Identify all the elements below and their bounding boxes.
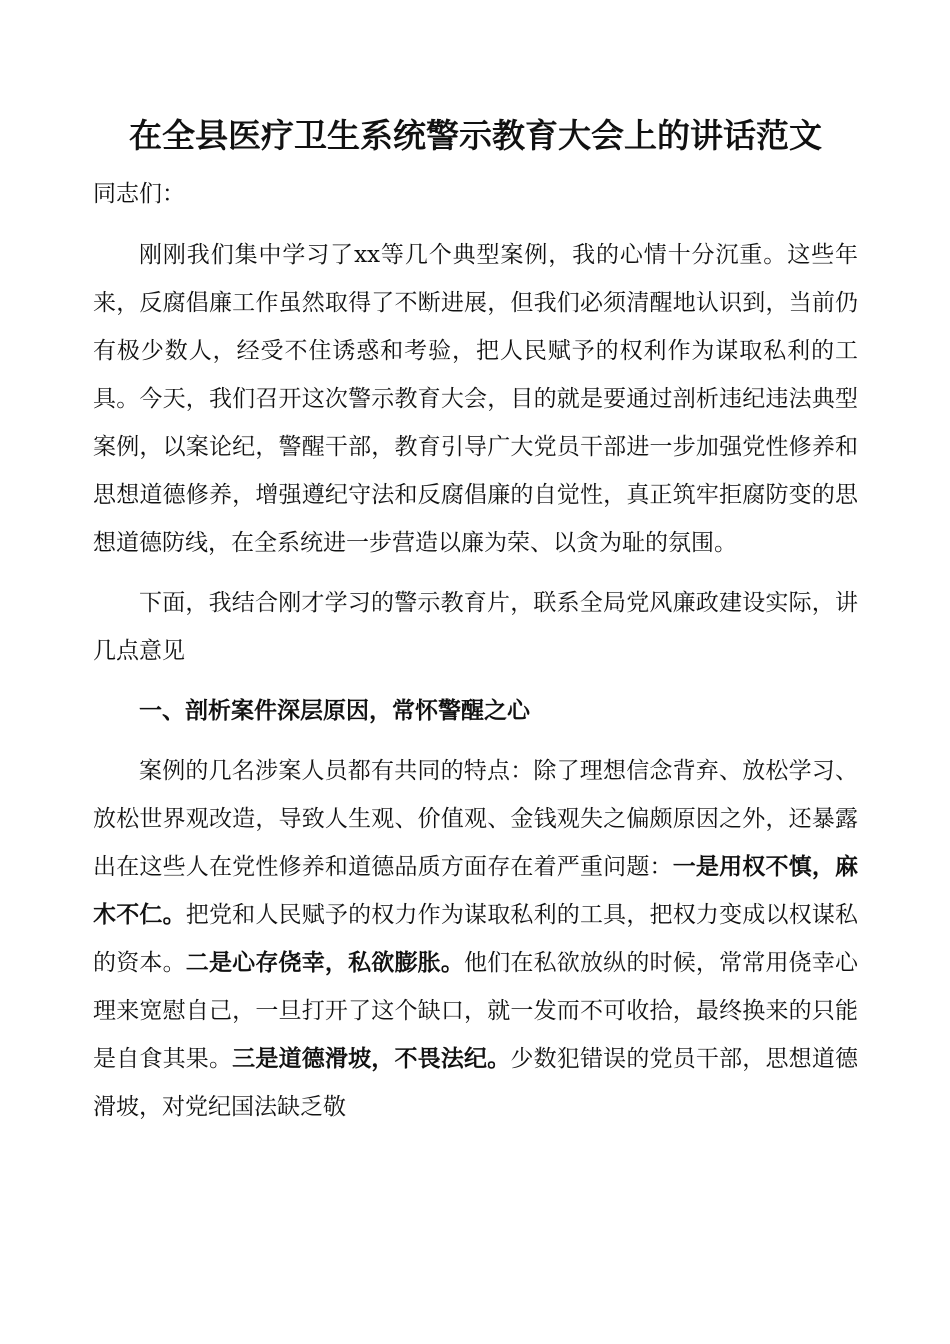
- paragraph-analysis: [93, 747, 858, 1131]
- paragraph-transition: 下面，我结合刚才学习的警示教育片，联系全局党风廉政建设实际，讲几点意见: [93, 590, 858, 664]
- analysis-text-3: 他们在私欲放纵的时候，常常用侥幸心理来宽慰自己，一旦打开了这个缺口，就一发而不可收拾，最终换来的只能是自食其果。: [93, 950, 858, 1072]
- analysis-text-4: 少数犯错误的党员干部，思想道德滑坡，对党纪国法缺乏敬: [93, 1046, 858, 1120]
- point-two-heading: 二是心存侥幸，私欲膨胀。: [185, 950, 464, 976]
- analysis-text-1: 案例的几名涉案人员都有共同的特点：除了理想信念背弃、放松学习、放松世界观改造，导致人生观、价值观、金钱观失之偏颇原因之外，还暴露出在这些人在党性修养和道德品质方面存在着严重问题：: [93, 758, 858, 880]
- salutation: 同志们：: [93, 181, 185, 207]
- paragraph-intro: 刚刚我们集中学习了xx等几个典型案例，我的心情十分沉重。这些年来，反腐倡廉工作虽然取得了不断进展，但我们必须清醒地认识到，当前仍有极少数人，经受不住诱惑和考验，把人民赋予的权利作为谋取私利的工具。今天，我们召开这次警示教育大会，目的就是要通过剖析违纪违法典型案例，以案论纪，警醒干部，教育引导广大党员干部进一步加强党性修养和思想道德修养，增强遵纪守法和反腐倡廉的自觉性，真正筑牢拒腐防变的思想道德防线，在全系统进一步营造以廉为荣、以贪为耻的氛围。: [93, 242, 858, 556]
- point-one-heading: 一是用权不慎，麻木不仁。: [93, 854, 858, 928]
- document-title: 在全县医疗卫生系统警示教育大会上的讲话范文: [129, 116, 822, 155]
- point-three-heading: 三是道德滑坡，不畏法纪。: [232, 1046, 511, 1072]
- section-heading-1: 一、剖析案件深层原因，常怀警醒之心: [139, 698, 530, 724]
- analysis-text-2: 把党和人民赋予的权力作为谋取私利的工具，把权力变成以权谋私的资本。: [93, 902, 858, 976]
